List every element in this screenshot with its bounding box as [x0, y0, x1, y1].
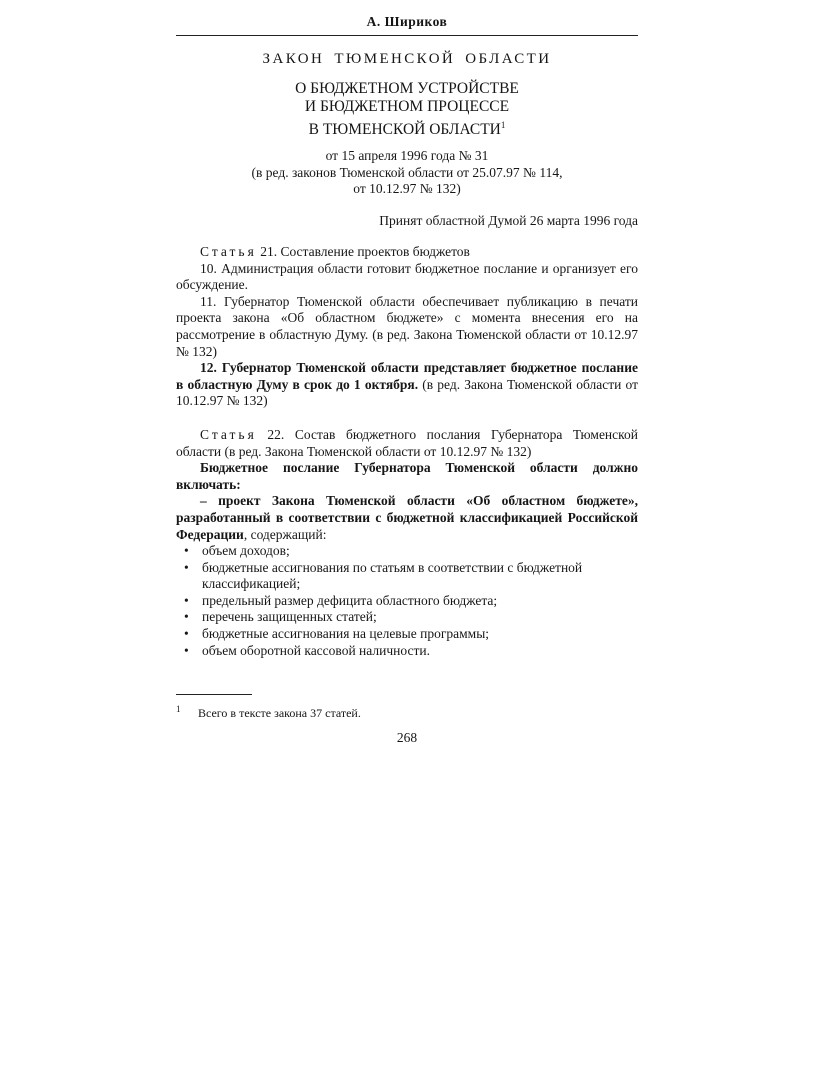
running-head: А. Шириков	[366, 14, 448, 29]
bullet-icon: •	[184, 592, 189, 608]
list-item: • предельный размер дефицита областного бюджета;	[184, 592, 498, 608]
footnote-mark: 1	[176, 704, 181, 714]
paragraph-12	[176, 360, 638, 410]
article-title: 21. Составление проектов бюджетов	[256, 244, 470, 259]
article-title: 22. Состав бюджетного послания Губернатора Тюменской области (в ред. Закона Тюменской области от 10.12.97 № 132)	[176, 426, 638, 459]
law-dates	[176, 148, 638, 198]
law-title: ЗАКОН ТЮМЕНСКОЙ ОБЛАСТИ	[262, 51, 552, 67]
bullet-icon: •	[184, 543, 189, 559]
footnote	[176, 704, 638, 721]
list-item: • перечень защищенных статей;	[184, 609, 377, 625]
list-item: • бюджетные ассигнования на целевые программы;	[184, 626, 490, 642]
date-line-3: от 10.12.97 № 132)	[353, 181, 461, 196]
section-gap	[176, 410, 638, 427]
page-number: 268	[396, 730, 418, 745]
project-item-rest: , содержащий:	[243, 526, 327, 542]
contents-list	[176, 543, 638, 659]
article-label: Статья	[200, 426, 257, 442]
law-subject	[176, 80, 638, 139]
bullet-icon: •	[184, 609, 189, 625]
date-line-2: (в ред. законов Тюменской области от 25.07.97 № 114,	[251, 164, 563, 180]
footnote-rule	[176, 694, 252, 695]
paragraph-12-bold: 12. Губернатор Тюменской области представляет бюджетное послание в областную Думу в срок до 1 октября.	[176, 360, 638, 392]
article-21-heading	[176, 244, 638, 261]
list-item: • бюджетные ассигнования по статьям в соответствии с бюджетной классификацией;	[184, 559, 583, 592]
subject-line-2: И БЮДЖЕТНОМ ПРОЦЕССЕ	[304, 98, 510, 115]
paragraph-12-note: (в ред. Закона Тюменской области от 10.12.97 № 132)	[176, 376, 639, 409]
bullet-icon: •	[184, 626, 189, 642]
list-item: • объем оборотной кассовой наличности.	[184, 642, 430, 658]
list-item: • объем доходов;	[184, 543, 290, 559]
paragraph-10: 10. Администрация области готовит бюджетное послание и организует его обсуждение.	[176, 260, 638, 293]
article-22-heading	[176, 427, 638, 460]
law-body	[176, 244, 638, 659]
project-item-bold: – проект Закона Тюменской области «Об областном бюджете», разработанный в соответствии с бюджетной классификацией Российской Федерации	[176, 493, 638, 542]
footnote-reference: 1	[500, 120, 506, 130]
project-item	[176, 493, 638, 543]
bullet-icon: •	[184, 559, 189, 575]
subject-line-1: О БЮДЖЕТНОМ УСТРОЙСТВЕ	[295, 80, 519, 97]
header-rule	[176, 35, 638, 36]
date-line-1: от 15 апреля 1996 года № 31	[325, 148, 489, 163]
article-label: Статья	[200, 244, 257, 259]
bullet-icon: •	[184, 642, 189, 658]
footnote-text: Всего в тексте закона 37 статей.	[198, 706, 361, 720]
paragraph-11: 11. Губернатор Тюменской области обеспечивает публикацию в печати проекта закона «Об областном бюджете» с момента внесения его на рассмотрение в областную Думу. (в ред. Закона Тюменской области от 10.12.97 № 132)	[176, 293, 638, 359]
subject-line-3: В ТЮМЕНСКОЙ ОБЛАСТИ$^1$	[308, 120, 506, 139]
message-intro: Бюджетное послание Губернатора Тюменской области должно включать:	[176, 460, 638, 492]
adoption-note: Принят областной Думой 26 марта 1996 года	[379, 213, 638, 228]
